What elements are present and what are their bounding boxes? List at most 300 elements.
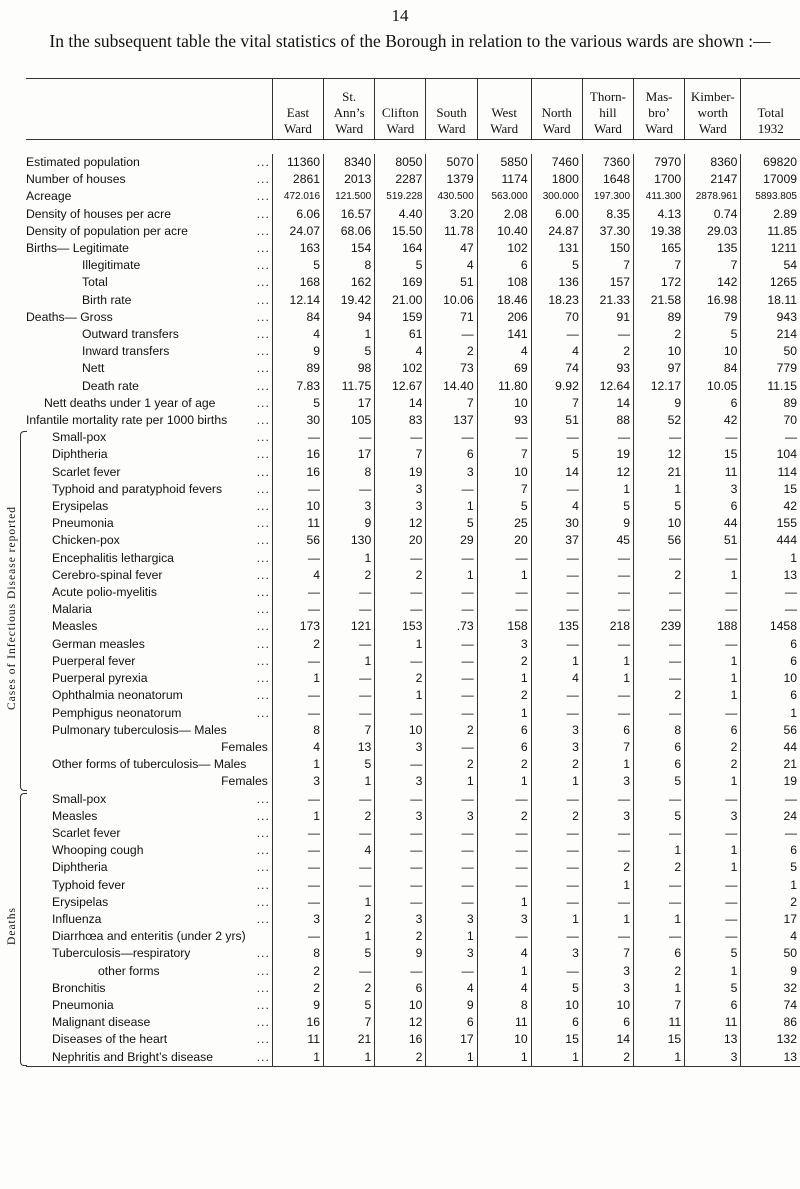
value-cell: 5070 bbox=[426, 154, 477, 171]
table-row bbox=[26, 722, 800, 739]
row-label: Acute polio-myelitis bbox=[52, 585, 157, 600]
header-blank bbox=[26, 79, 272, 140]
value-cell: 42 bbox=[685, 412, 741, 429]
value-cell: 3 bbox=[582, 980, 633, 997]
column-header bbox=[477, 79, 531, 140]
value-cell: — bbox=[634, 550, 685, 567]
column-header bbox=[426, 79, 477, 140]
value-cell: 5 bbox=[685, 326, 741, 343]
leader-dots: ... bbox=[256, 258, 270, 273]
value-cell: 6 bbox=[531, 1014, 582, 1031]
value-cell: 5 bbox=[324, 945, 375, 962]
value-cell: 3.20 bbox=[426, 206, 477, 223]
value-cell: 16 bbox=[272, 1014, 323, 1031]
value-cell: — bbox=[582, 429, 633, 446]
value-cell: — bbox=[375, 705, 426, 722]
value-cell: 13 bbox=[741, 567, 800, 584]
column-header bbox=[531, 79, 582, 140]
value-cell: 779 bbox=[741, 360, 800, 377]
value-cell: 135 bbox=[685, 240, 741, 257]
value-cell: 157 bbox=[582, 274, 633, 291]
value-cell: 17 bbox=[741, 911, 800, 928]
value-cell: 73 bbox=[426, 360, 477, 377]
value-cell: 472.016 bbox=[272, 188, 323, 205]
value-cell: 206 bbox=[477, 309, 531, 326]
value-cell: 21 bbox=[324, 1031, 375, 1048]
row-label-cell bbox=[26, 395, 272, 412]
row-label-cell bbox=[26, 825, 272, 842]
table-row bbox=[26, 378, 800, 395]
value-cell: 10 bbox=[477, 464, 531, 481]
row-label: Measles bbox=[52, 808, 98, 823]
value-cell: 1 bbox=[426, 498, 477, 515]
value-cell: 1648 bbox=[582, 171, 633, 188]
value-cell: 10 bbox=[272, 498, 323, 515]
value-cell: 11.85 bbox=[741, 223, 800, 240]
leader-dots: ... bbox=[256, 825, 270, 840]
value-cell: 1 bbox=[634, 481, 685, 498]
value-cell: — bbox=[685, 911, 741, 928]
row-label-cell bbox=[26, 945, 272, 962]
value-cell: 5 bbox=[324, 997, 375, 1014]
cases-side-label: Cases of Infectious Disease reported bbox=[5, 505, 18, 710]
value-cell: 4 bbox=[426, 980, 477, 997]
value-cell: 168 bbox=[272, 274, 323, 291]
value-cell: 5 bbox=[531, 980, 582, 997]
value-cell: — bbox=[375, 756, 426, 773]
value-cell: — bbox=[426, 429, 477, 446]
value-cell: 10 bbox=[375, 997, 426, 1014]
value-cell: — bbox=[426, 825, 477, 842]
table-row bbox=[26, 257, 800, 274]
value-cell: 30 bbox=[272, 412, 323, 429]
table-row bbox=[26, 481, 800, 498]
column-header-line: Mas- bbox=[645, 89, 673, 104]
value-cell: 11 bbox=[272, 1031, 323, 1048]
leader-dots: ... bbox=[256, 860, 270, 875]
row-label-cell bbox=[26, 756, 272, 773]
value-cell: — bbox=[426, 842, 477, 859]
leader-dots: ... bbox=[256, 911, 270, 926]
leader-dots: ... bbox=[256, 980, 270, 995]
value-cell: 19.42 bbox=[324, 292, 375, 309]
value-cell: — bbox=[324, 705, 375, 722]
value-cell: — bbox=[375, 842, 426, 859]
value-cell: — bbox=[634, 601, 685, 618]
column-header-line: 1932 bbox=[757, 121, 784, 136]
value-cell: 444 bbox=[741, 532, 800, 549]
value-cell: 5 bbox=[634, 773, 685, 790]
value-cell: 197.300 bbox=[582, 188, 633, 205]
row-label-cell bbox=[26, 378, 272, 395]
value-cell: 5 bbox=[685, 945, 741, 962]
value-cell: 13 bbox=[324, 739, 375, 756]
table-row bbox=[26, 928, 800, 945]
table-body bbox=[26, 140, 800, 1067]
value-cell: 1 bbox=[582, 653, 633, 670]
value-cell: 3 bbox=[375, 739, 426, 756]
value-cell: 1 bbox=[324, 326, 375, 343]
row-label-cell bbox=[26, 808, 272, 825]
value-cell: 13 bbox=[685, 1031, 741, 1048]
value-cell: 1265 bbox=[741, 274, 800, 291]
value-cell: 16.98 bbox=[685, 292, 741, 309]
table-row bbox=[26, 532, 800, 549]
table-row bbox=[26, 240, 800, 257]
leader-dots: ... bbox=[256, 1049, 270, 1064]
table-row bbox=[26, 498, 800, 515]
value-cell: 47 bbox=[426, 240, 477, 257]
value-cell: 135 bbox=[531, 618, 582, 635]
header-row bbox=[26, 79, 800, 140]
value-cell: 6 bbox=[685, 395, 741, 412]
leader-dots: ... bbox=[256, 223, 270, 238]
value-cell: 3 bbox=[375, 911, 426, 928]
column-header bbox=[582, 79, 633, 140]
value-cell: — bbox=[426, 326, 477, 343]
value-cell: — bbox=[685, 636, 741, 653]
value-cell: 1 bbox=[477, 773, 531, 790]
value-cell: 6 bbox=[685, 722, 741, 739]
value-cell: — bbox=[634, 894, 685, 911]
value-cell: — bbox=[685, 877, 741, 894]
value-cell: 7 bbox=[582, 739, 633, 756]
value-cell: 2 bbox=[741, 894, 800, 911]
value-cell: 2 bbox=[426, 756, 477, 773]
column-header bbox=[634, 79, 685, 140]
value-cell: — bbox=[426, 670, 477, 687]
table-row bbox=[26, 1014, 800, 1031]
value-cell: 7 bbox=[477, 446, 531, 463]
leader-dots: ... bbox=[256, 963, 270, 978]
value-cell: — bbox=[685, 550, 741, 567]
value-cell: 2 bbox=[375, 1049, 426, 1067]
value-cell: 69820 bbox=[741, 154, 800, 171]
value-cell: 11 bbox=[685, 1014, 741, 1031]
value-cell: 37.30 bbox=[582, 223, 633, 240]
value-cell: — bbox=[531, 687, 582, 704]
value-cell: 7970 bbox=[634, 154, 685, 171]
value-cell: 130 bbox=[324, 532, 375, 549]
value-cell: 4 bbox=[741, 928, 800, 945]
value-cell: 2 bbox=[324, 808, 375, 825]
row-label: Illegitimate bbox=[82, 258, 141, 273]
row-label-cell bbox=[26, 360, 272, 377]
row-label: Acreage bbox=[26, 189, 72, 204]
value-cell: 1 bbox=[685, 859, 741, 876]
value-cell: — bbox=[272, 877, 323, 894]
value-cell: 83 bbox=[375, 412, 426, 429]
value-cell: — bbox=[582, 584, 633, 601]
value-cell: — bbox=[582, 567, 633, 584]
row-label-cell bbox=[26, 257, 272, 274]
value-cell: 411.300 bbox=[634, 188, 685, 205]
row-label-cell bbox=[26, 446, 272, 463]
value-cell: 88 bbox=[582, 412, 633, 429]
value-cell: 1 bbox=[272, 808, 323, 825]
value-cell: 25 bbox=[477, 515, 531, 532]
value-cell: — bbox=[531, 481, 582, 498]
value-cell: 3 bbox=[685, 481, 741, 498]
value-cell: 37 bbox=[531, 532, 582, 549]
value-cell: 1800 bbox=[531, 171, 582, 188]
value-cell: 74 bbox=[741, 997, 800, 1014]
table-row bbox=[26, 618, 800, 635]
leader-dots: ... bbox=[256, 275, 270, 290]
row-label-cell bbox=[26, 429, 272, 446]
leader-dots: ... bbox=[256, 1032, 270, 1047]
column-header-line: Ward bbox=[284, 121, 312, 136]
leader-dots: ... bbox=[256, 481, 270, 496]
value-cell: 9 bbox=[741, 963, 800, 980]
row-label: Typhoid and paratyphoid fevers bbox=[52, 481, 223, 496]
value-cell: — bbox=[685, 429, 741, 446]
value-cell: 30 bbox=[531, 515, 582, 532]
value-cell: 2 bbox=[375, 670, 426, 687]
value-cell: 1 bbox=[375, 687, 426, 704]
row-label: Nett bbox=[82, 361, 105, 376]
leader-dots: ... bbox=[256, 671, 270, 686]
row-label: Nephritis and Bright’s disease bbox=[52, 1049, 214, 1064]
column-header-line: Clifton bbox=[381, 105, 419, 120]
table-row bbox=[26, 584, 800, 601]
row-label: Influenza bbox=[52, 911, 102, 926]
value-cell: — bbox=[477, 842, 531, 859]
value-cell: 8 bbox=[272, 722, 323, 739]
value-cell: 5 bbox=[375, 257, 426, 274]
value-cell: 5 bbox=[324, 343, 375, 360]
value-cell: 4 bbox=[272, 567, 323, 584]
row-label: Puerperal fever bbox=[52, 653, 136, 668]
value-cell: — bbox=[477, 859, 531, 876]
table-row bbox=[26, 653, 800, 670]
row-label-cell bbox=[26, 498, 272, 515]
leader-dots: ... bbox=[256, 550, 270, 565]
value-cell: 14 bbox=[531, 464, 582, 481]
value-cell: — bbox=[531, 326, 582, 343]
value-cell: 7 bbox=[685, 257, 741, 274]
value-cell: 1700 bbox=[634, 171, 685, 188]
value-cell: 15 bbox=[634, 1031, 685, 1048]
value-cell: — bbox=[272, 791, 323, 808]
value-cell: 6 bbox=[685, 498, 741, 515]
column-header-line: North bbox=[541, 105, 572, 120]
value-cell: — bbox=[426, 601, 477, 618]
value-cell: 19 bbox=[741, 773, 800, 790]
ward-statistics-table bbox=[26, 78, 800, 1067]
row-label: Erysipelas bbox=[52, 894, 109, 909]
value-cell: 1 bbox=[477, 963, 531, 980]
value-cell: 4 bbox=[272, 326, 323, 343]
value-cell: 10 bbox=[685, 343, 741, 360]
table-row bbox=[26, 343, 800, 360]
value-cell: 8 bbox=[324, 464, 375, 481]
column-header-line: Total bbox=[757, 105, 784, 120]
value-cell: 4 bbox=[272, 739, 323, 756]
value-cell: — bbox=[582, 550, 633, 567]
value-cell: — bbox=[531, 928, 582, 945]
value-cell: 21.00 bbox=[375, 292, 426, 309]
value-cell: 519.228 bbox=[375, 188, 426, 205]
value-cell: 8050 bbox=[375, 154, 426, 171]
value-cell: 6 bbox=[634, 756, 685, 773]
value-cell: — bbox=[426, 550, 477, 567]
value-cell: 54 bbox=[741, 257, 800, 274]
value-cell: — bbox=[324, 429, 375, 446]
row-label-cell bbox=[26, 309, 272, 326]
value-cell: 15 bbox=[685, 446, 741, 463]
value-cell: 42 bbox=[741, 498, 800, 515]
value-cell: 24.07 bbox=[272, 223, 323, 240]
value-cell: — bbox=[582, 791, 633, 808]
leader-dots: ... bbox=[256, 499, 270, 514]
value-cell: 94 bbox=[324, 309, 375, 326]
value-cell: 5 bbox=[685, 980, 741, 997]
value-cell: 44 bbox=[685, 515, 741, 532]
value-cell: 1 bbox=[634, 911, 685, 928]
row-label: Diarrhœa and enteritis (under 2 yrs) bbox=[52, 929, 246, 944]
value-cell: 4 bbox=[531, 670, 582, 687]
row-label-cell bbox=[26, 894, 272, 911]
value-cell: 162 bbox=[324, 274, 375, 291]
leader-dots: ... bbox=[256, 877, 270, 892]
value-cell: 159 bbox=[375, 309, 426, 326]
value-cell: — bbox=[272, 429, 323, 446]
value-cell: 6 bbox=[426, 1014, 477, 1031]
row-label: Typhoid fever bbox=[52, 877, 126, 892]
value-cell: 3 bbox=[272, 773, 323, 790]
value-cell: 3 bbox=[531, 722, 582, 739]
value-cell: — bbox=[272, 653, 323, 670]
value-cell: 2 bbox=[634, 859, 685, 876]
value-cell: 7 bbox=[426, 395, 477, 412]
value-cell: — bbox=[634, 670, 685, 687]
value-cell: 10 bbox=[375, 722, 426, 739]
value-cell: 4.40 bbox=[375, 206, 426, 223]
value-cell: 3 bbox=[685, 1049, 741, 1067]
row-label-cell bbox=[26, 791, 272, 808]
value-cell: 11.15 bbox=[741, 378, 800, 395]
value-cell: 10 bbox=[477, 395, 531, 412]
value-cell: 114 bbox=[741, 464, 800, 481]
value-cell: — bbox=[426, 859, 477, 876]
value-cell: — bbox=[324, 791, 375, 808]
value-cell: 93 bbox=[477, 412, 531, 429]
value-cell: 3 bbox=[685, 808, 741, 825]
value-cell: 164 bbox=[375, 240, 426, 257]
value-cell: — bbox=[324, 670, 375, 687]
value-cell: 7.83 bbox=[272, 378, 323, 395]
value-cell: 563.000 bbox=[477, 188, 531, 205]
value-cell: 70 bbox=[741, 412, 800, 429]
row-label: Estimated population bbox=[26, 155, 140, 169]
value-cell: 121.500 bbox=[324, 188, 375, 205]
table-row bbox=[26, 825, 800, 842]
value-cell: 7 bbox=[375, 446, 426, 463]
value-cell: 14 bbox=[582, 395, 633, 412]
row-label: Scarlet fever bbox=[52, 825, 121, 840]
leader-dots: ... bbox=[256, 189, 270, 204]
spacer-row bbox=[26, 140, 800, 155]
value-cell: 7 bbox=[531, 395, 582, 412]
table-row bbox=[26, 687, 800, 704]
value-cell: 6.00 bbox=[531, 206, 582, 223]
row-label: Number of houses bbox=[26, 172, 126, 187]
value-cell: 14.40 bbox=[426, 378, 477, 395]
value-cell: 141 bbox=[477, 326, 531, 343]
value-cell: — bbox=[477, 825, 531, 842]
value-cell: — bbox=[531, 567, 582, 584]
value-cell: 9 bbox=[324, 515, 375, 532]
table-row bbox=[26, 1031, 800, 1048]
value-cell: 11.75 bbox=[324, 378, 375, 395]
value-cell: 56 bbox=[272, 532, 323, 549]
value-cell: 9 bbox=[272, 343, 323, 360]
value-cell: 7 bbox=[324, 722, 375, 739]
value-cell: 21 bbox=[741, 756, 800, 773]
value-cell: 3 bbox=[477, 636, 531, 653]
value-cell: — bbox=[741, 584, 800, 601]
row-label-cell bbox=[26, 601, 272, 618]
value-cell: 89 bbox=[272, 360, 323, 377]
value-cell: — bbox=[634, 705, 685, 722]
value-cell: 5 bbox=[741, 859, 800, 876]
value-cell: 5893.805 bbox=[741, 188, 800, 205]
value-cell: 51 bbox=[685, 532, 741, 549]
value-cell: 3 bbox=[375, 481, 426, 498]
table-row bbox=[26, 309, 800, 326]
column-header-line: worth bbox=[697, 105, 728, 120]
value-cell: 1 bbox=[531, 911, 582, 928]
value-cell: 1 bbox=[741, 550, 800, 567]
value-cell: 163 bbox=[272, 240, 323, 257]
value-cell: 3 bbox=[375, 498, 426, 515]
value-cell: 5850 bbox=[477, 154, 531, 171]
column-header bbox=[741, 79, 800, 140]
value-cell: 1 bbox=[477, 705, 531, 722]
row-label-cell bbox=[26, 515, 272, 532]
value-cell: 21 bbox=[634, 464, 685, 481]
value-cell: — bbox=[634, 636, 685, 653]
row-label: Ophthalmia neonatorum bbox=[52, 688, 183, 703]
value-cell: — bbox=[272, 550, 323, 567]
value-cell: 89 bbox=[634, 309, 685, 326]
value-cell: 6 bbox=[634, 739, 685, 756]
value-cell: — bbox=[531, 825, 582, 842]
row-label: Malaria bbox=[52, 602, 92, 617]
row-label: Chicken-pox bbox=[52, 533, 120, 548]
column-header-line: Ward bbox=[386, 121, 415, 136]
value-cell: 15 bbox=[531, 1031, 582, 1048]
value-cell: 44 bbox=[741, 739, 800, 756]
leader-dots: ... bbox=[256, 997, 270, 1012]
leader-dots: ... bbox=[256, 688, 270, 703]
value-cell: 10.06 bbox=[426, 292, 477, 309]
value-cell: 8 bbox=[477, 997, 531, 1014]
value-cell: 2 bbox=[531, 756, 582, 773]
value-cell: — bbox=[531, 791, 582, 808]
value-cell: 21.58 bbox=[634, 292, 685, 309]
value-cell: 8360 bbox=[685, 154, 741, 171]
value-cell: 19 bbox=[582, 446, 633, 463]
value-cell: 1 bbox=[477, 567, 531, 584]
value-cell: 1 bbox=[634, 842, 685, 859]
value-cell: 52 bbox=[634, 412, 685, 429]
value-cell: 5 bbox=[272, 257, 323, 274]
column-header-line: hill bbox=[599, 105, 617, 120]
value-cell: 2 bbox=[477, 687, 531, 704]
value-cell: 6 bbox=[477, 722, 531, 739]
